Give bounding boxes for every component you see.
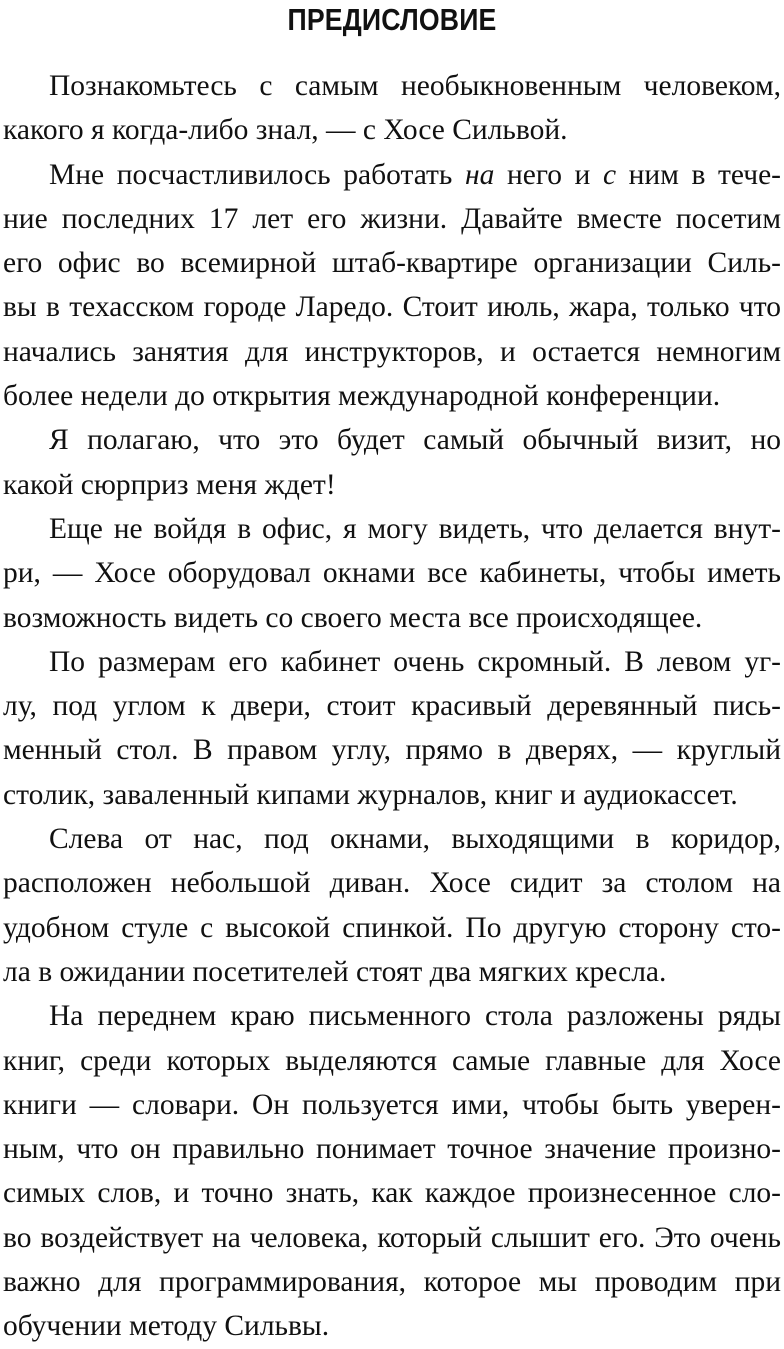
text-line: ние последних 17 лет его жизни. Давайте вместе посетим — [3, 202, 781, 235]
text-line: Познакомьтесь с самым необыкновенным человеком, — [49, 70, 781, 102]
text-line: начались занятия для инструкторов, и остается немногим — [3, 335, 781, 368]
text-line: На переднем краю письменного стола разложены ряды — [49, 1000, 781, 1033]
text-line: какой сюрприз меня ждет! — [3, 468, 336, 501]
text-line: Слева от нас, под окнами, выходящими в коридор, — [49, 823, 781, 856]
body-text — [3, 64, 781, 1349]
text-line: столик, заваленный кипами журналов, книг и аудиокассет. — [3, 778, 738, 811]
text-line: вы в техасском городе Ларедо. Стоит июль, жара, только что — [3, 291, 781, 324]
text-line — [3, 153, 781, 197]
text-line: удобном стуле с высокой спинкой. По другую сторону сто- — [3, 911, 781, 944]
text-line: книг, среди которых выделяются самые главные для Хосе — [3, 1044, 781, 1077]
text-line: во воздействует на человека, который слышит его. Это очень — [3, 1221, 781, 1254]
text-line: расположен небольшой диван. Хосе сидит за столом на — [3, 867, 781, 900]
italic-word: на — [464, 158, 495, 191]
chapter-heading: ПРЕДИСЛОВИЕ — [287, 2, 497, 37]
text-line: важно для программирования, которое мы проводим при — [3, 1266, 781, 1299]
text-line: ри, — Хосе оборудовал окнами все кабинеты, чтобы иметь — [3, 557, 781, 590]
text-line: ла в ожидании посетителей стоят два мягких кресла. — [3, 955, 667, 988]
text-line: лу, под углом к двери, стоит красивый деревянный пись- — [3, 690, 781, 723]
text-line: симых слов, и точно знать, как каждое произнесенное сло- — [3, 1177, 781, 1210]
text-line: По размерам его кабинет очень скромный. В левом уг- — [49, 645, 781, 678]
text-line: Я полагаю, что это будет самый обычный визит, но — [49, 424, 781, 457]
italic-word: с — [602, 158, 617, 191]
text-line: ным, что он правильно понимает точное значение произно- — [3, 1133, 781, 1166]
text-line: какого я когда-либо знал, — с Хосе Сильвой. — [3, 114, 568, 147]
text-line: его офис во всемирной штаб-квартире организации Силь- — [3, 247, 781, 280]
text-line: возможность видеть со своего места все происходящее. — [3, 601, 703, 634]
text-fragment: него и — [494, 158, 603, 191]
text-line: книги — словари. Он пользуется ими, чтобы быть уверен- — [3, 1088, 781, 1121]
text-fragment: ним в тече- — [616, 158, 781, 191]
text-line: Еще не войдя в офис, я могу видеть, что делается внут- — [49, 512, 781, 545]
text-line: обучении методу Сильвы. — [3, 1310, 330, 1343]
text-line: менный стол. В правом углу, прямо в дверях, — круглый — [3, 734, 781, 767]
text-fragment: Мне посчастливилось работать — [49, 158, 465, 191]
text-line: более недели до открытия международной конференции. — [3, 380, 721, 413]
